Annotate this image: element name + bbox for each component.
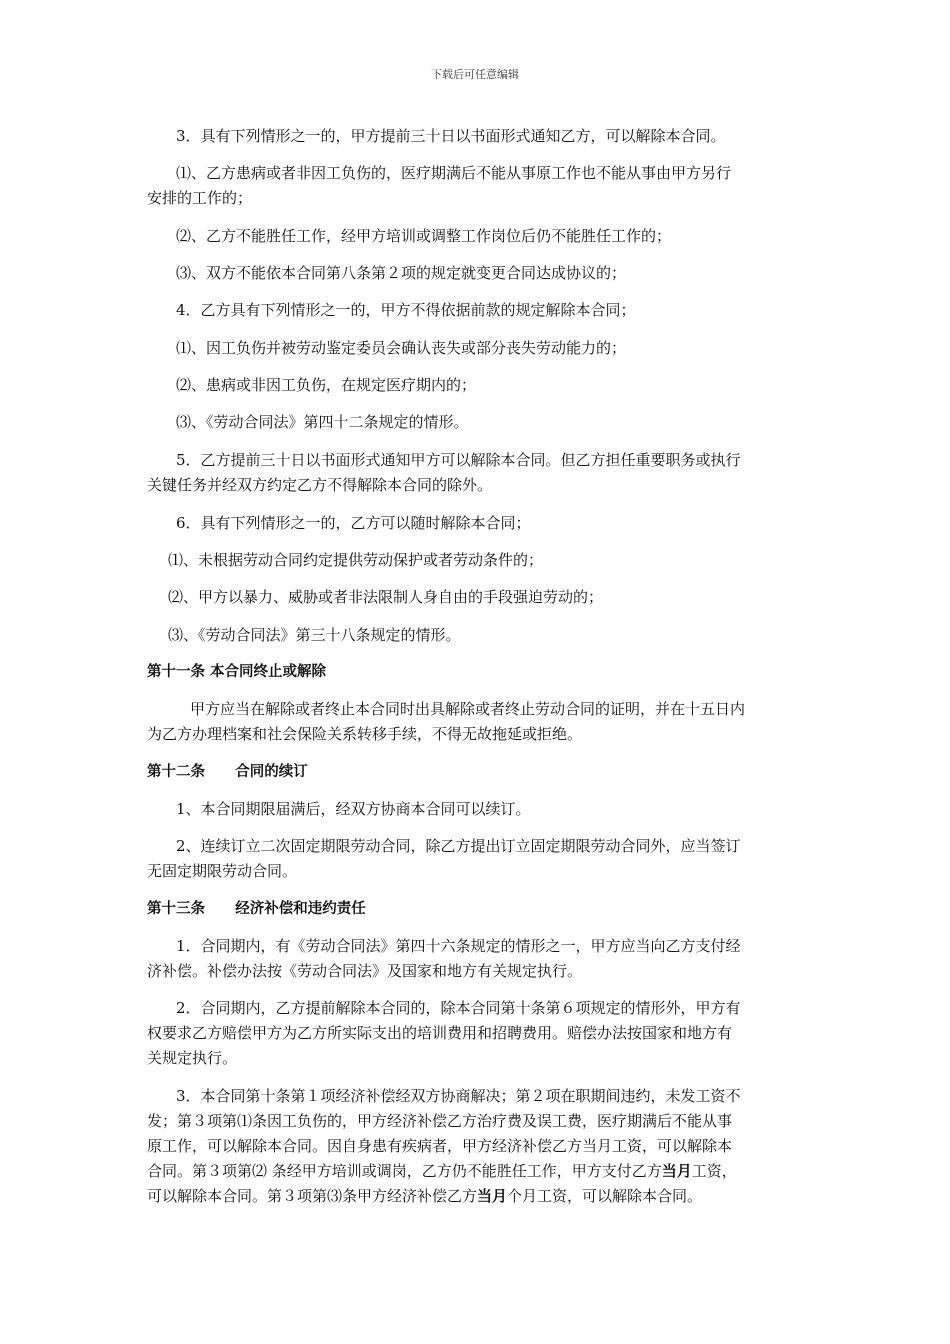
text-line: ⑶、双方不能依本合同第八条第２项的规定就变更合同达成协议的； <box>176 264 627 282</box>
text-line: 3．本合同第十条第１项经济补偿经双方协商解决；第２项在职期间违约，未发工资不 <box>176 1087 741 1105</box>
text-line: ⑴、未根据劳动合同约定提供劳动保护或者劳动条件的； <box>168 551 544 569</box>
text-line: 2．合同期内，乙方提前解除本合同的，除本合同第十条第６项规定的情形外，甲方有 <box>176 999 741 1017</box>
text-line: 2、连续订立二次固定期限劳动合同，除乙方提出订立固定期限劳动合同外，应当签订 <box>176 837 741 855</box>
text-line: ⑶、《劳动合同法》第四十二条规定的情形。 <box>176 413 469 431</box>
text-line: 权要求乙方赔偿甲方为乙方所实际支出的培训费用和招聘费用。赔偿办法按国家和地方有 <box>147 1024 733 1042</box>
section-heading-11: 第十一条 本合同终止或解除 <box>147 664 327 680</box>
emphasis-text: 当月 <box>661 1162 692 1180</box>
text-segment: 工资， <box>691 1162 737 1180</box>
text-line: 关键任务并经双方约定乙方不得解除本合同的除外。 <box>147 476 493 494</box>
text-line: 4．乙方具有下列情形之一的，甲方不得依据前款的规定解除本合同； <box>176 301 636 319</box>
text-line: ⑴、乙方患病或者非因工负伤的，医疗期满后不能从事原工作也不能从事由甲方另行 <box>176 164 732 182</box>
text-line: ⑶、《劳动合同法》第三十八条规定的情形。 <box>168 626 461 644</box>
text-line: ⑵、甲方以暴力、威胁或者非法限制人身自由的手段强迫劳动的； <box>168 588 604 606</box>
text-line: 无固定期限劳动合同。 <box>147 862 298 880</box>
text-line: ⑵、患病或非因工负伤，在规定医疗期内的； <box>176 376 477 394</box>
text-line: ⑴、因工负伤并被劳动鉴定委员会确认丧失或部分丧失劳动能力的； <box>176 339 627 357</box>
text-segment: 可以解除本合同。第３项第⑶条甲方经济补偿乙方 <box>147 1187 478 1205</box>
text-line: 安排的工作的； <box>147 189 253 207</box>
section-heading-13: 第十三条 经济补偿和违约责任 <box>147 901 366 917</box>
text-line: 甲方应当在解除或者终止本合同时出具解除或者终止劳动合同的证明，并在十五日内 <box>190 700 746 718</box>
text-line: 1．合同期内，有《劳动合同法》第四十六条规定的情形之一，甲方应当向乙方支付经 <box>176 937 741 955</box>
text-line: 关规定执行。 <box>147 1049 238 1067</box>
text-line: 3．具有下列情形之一的，甲方提前三十日以书面形式通知乙方，可以解除本合同。 <box>176 127 726 145</box>
text-line: 5．乙方提前三十日以书面形式通知甲方可以解除本合同。但乙方担任重要职务或执行 <box>176 451 741 469</box>
text-line: 为乙方办理档案和社会保险关系转移手续，不得无故拖延或拒绝。 <box>147 725 583 743</box>
text-line <box>147 1186 702 1206</box>
text-line: 原工作，可以解除本合同。因自身患有疾病者，甲方经济补偿乙方当月工资，可以解除本 <box>147 1137 733 1155</box>
text-segment: 合同。第３项第⑵ 条经甲方培训或调岗，乙方仍不能胜任工作，甲方支付乙方 <box>147 1162 662 1180</box>
text-segment: 个月工资，可以解除本合同。 <box>507 1187 703 1205</box>
page-header: 下载后可任意编辑 <box>431 68 519 81</box>
emphasis-text: 当月 <box>477 1187 508 1205</box>
text-line <box>147 1161 737 1181</box>
text-line: 6．具有下列情形之一的，乙方可以随时解除本合同； <box>176 514 531 532</box>
text-line: 济补偿。补偿办法按《劳动合同法》及国家和地方有关规定执行。 <box>147 962 583 980</box>
text-line: ⑵、乙方不能胜任工作，经甲方培训或调整工作岗位后仍不能胜任工作的； <box>176 227 672 245</box>
section-heading-12: 第十二条 合同的续订 <box>147 764 308 780</box>
text-line: 1、本合同期限届满后，经双方协商本合同可以续订。 <box>176 800 531 818</box>
text-line: 发；第３项第⑴条因工负伤的，甲方经济补偿乙方治疗费及误工费，医疗期满后不能从事 <box>147 1112 733 1130</box>
